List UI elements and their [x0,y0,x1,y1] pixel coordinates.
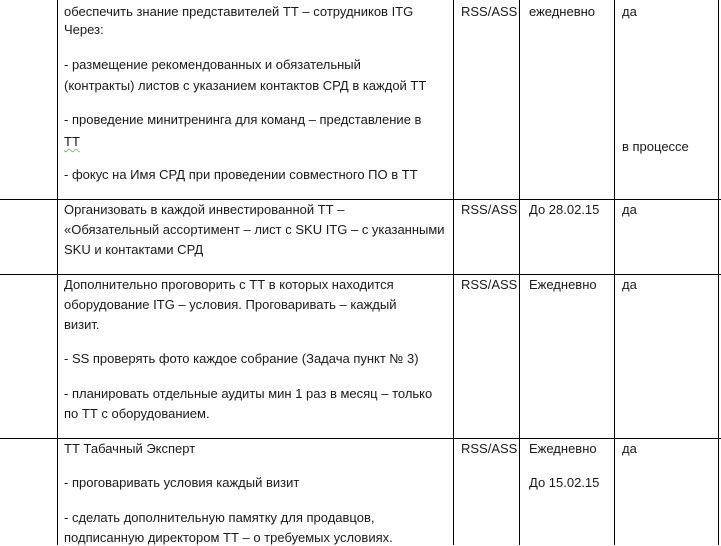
deadline-cell: До 15.02.15 [529,475,600,490]
action-text: оборудование ITG – условия. Проговаривать – каждый [64,297,397,312]
deadline-cell: Ежедневно [529,277,597,292]
action-text: ТТ Табачный Эксперт [64,441,196,456]
table-border [0,274,721,275]
table-row [0,274,721,438]
action-text: Дополнительно проговорить с ТТ в которых находится [64,277,394,292]
table-row [0,0,721,199]
action-text: обеспечить знание представителей ТТ – сотрудников ITG [64,4,414,19]
table-border [0,199,721,200]
table-border [519,0,520,545]
responsible-cell: RSS/ASS [461,277,518,292]
action-text: - размещение рекомендованных и обязательный [64,57,361,72]
status-cell: да [622,441,637,456]
responsible-cell: RSS/ASS [461,4,518,19]
responsible-cell: RSS/ASS [461,202,518,217]
deadline-cell: Ежедневно [529,441,597,456]
action-text: - сделать дополнительную памятку для продавцов, [64,510,375,525]
action-text: SKU и контактами СРД [64,242,204,257]
deadline-cell: ежедневно [529,4,596,19]
table-border [453,0,454,545]
action-text: Организовать в каждой инвестированной ТТ – [64,202,345,217]
action-text: - фокус на Имя СРД при проведении совместного ПО в ТТ [64,167,418,182]
action-text: - SS проверять фото каждое собрание (Задача пункт № 3) [64,351,419,366]
action-text: (контракты) листов с указанием контактов СРД в каждой ТТ [64,78,427,93]
status-cell: да [622,202,637,217]
action-text: по ТТ с оборудованием. [64,406,210,421]
table-border [57,0,58,545]
action-text: - проведение минитренинга для команд – представление в [64,112,422,127]
action-text: - планировать отдельные аудиты мин 1 раз в месяц – только [64,386,433,401]
status-cell: да [622,277,637,292]
action-text: ТТ [64,134,80,149]
status-cell: да [622,4,637,19]
table-border [718,0,719,545]
status-cell: в процессе [622,139,689,154]
action-text: подписанную директором ТТ – о требуемых условиях. [64,530,393,545]
table-row [0,438,721,545]
action-text: Через: [64,22,104,37]
action-text: визит. [64,317,100,332]
action-text: - проговаривать условия каждый визит [64,475,300,490]
table-border [0,438,721,439]
deadline-cell: До 28.02.15 [529,202,600,217]
table-row [0,199,721,274]
responsible-cell: RSS/ASS [461,441,518,456]
action-text: «Обязательный ассортимент – лист с SKU ITG – с указанными [64,222,445,237]
table-border [614,0,615,545]
